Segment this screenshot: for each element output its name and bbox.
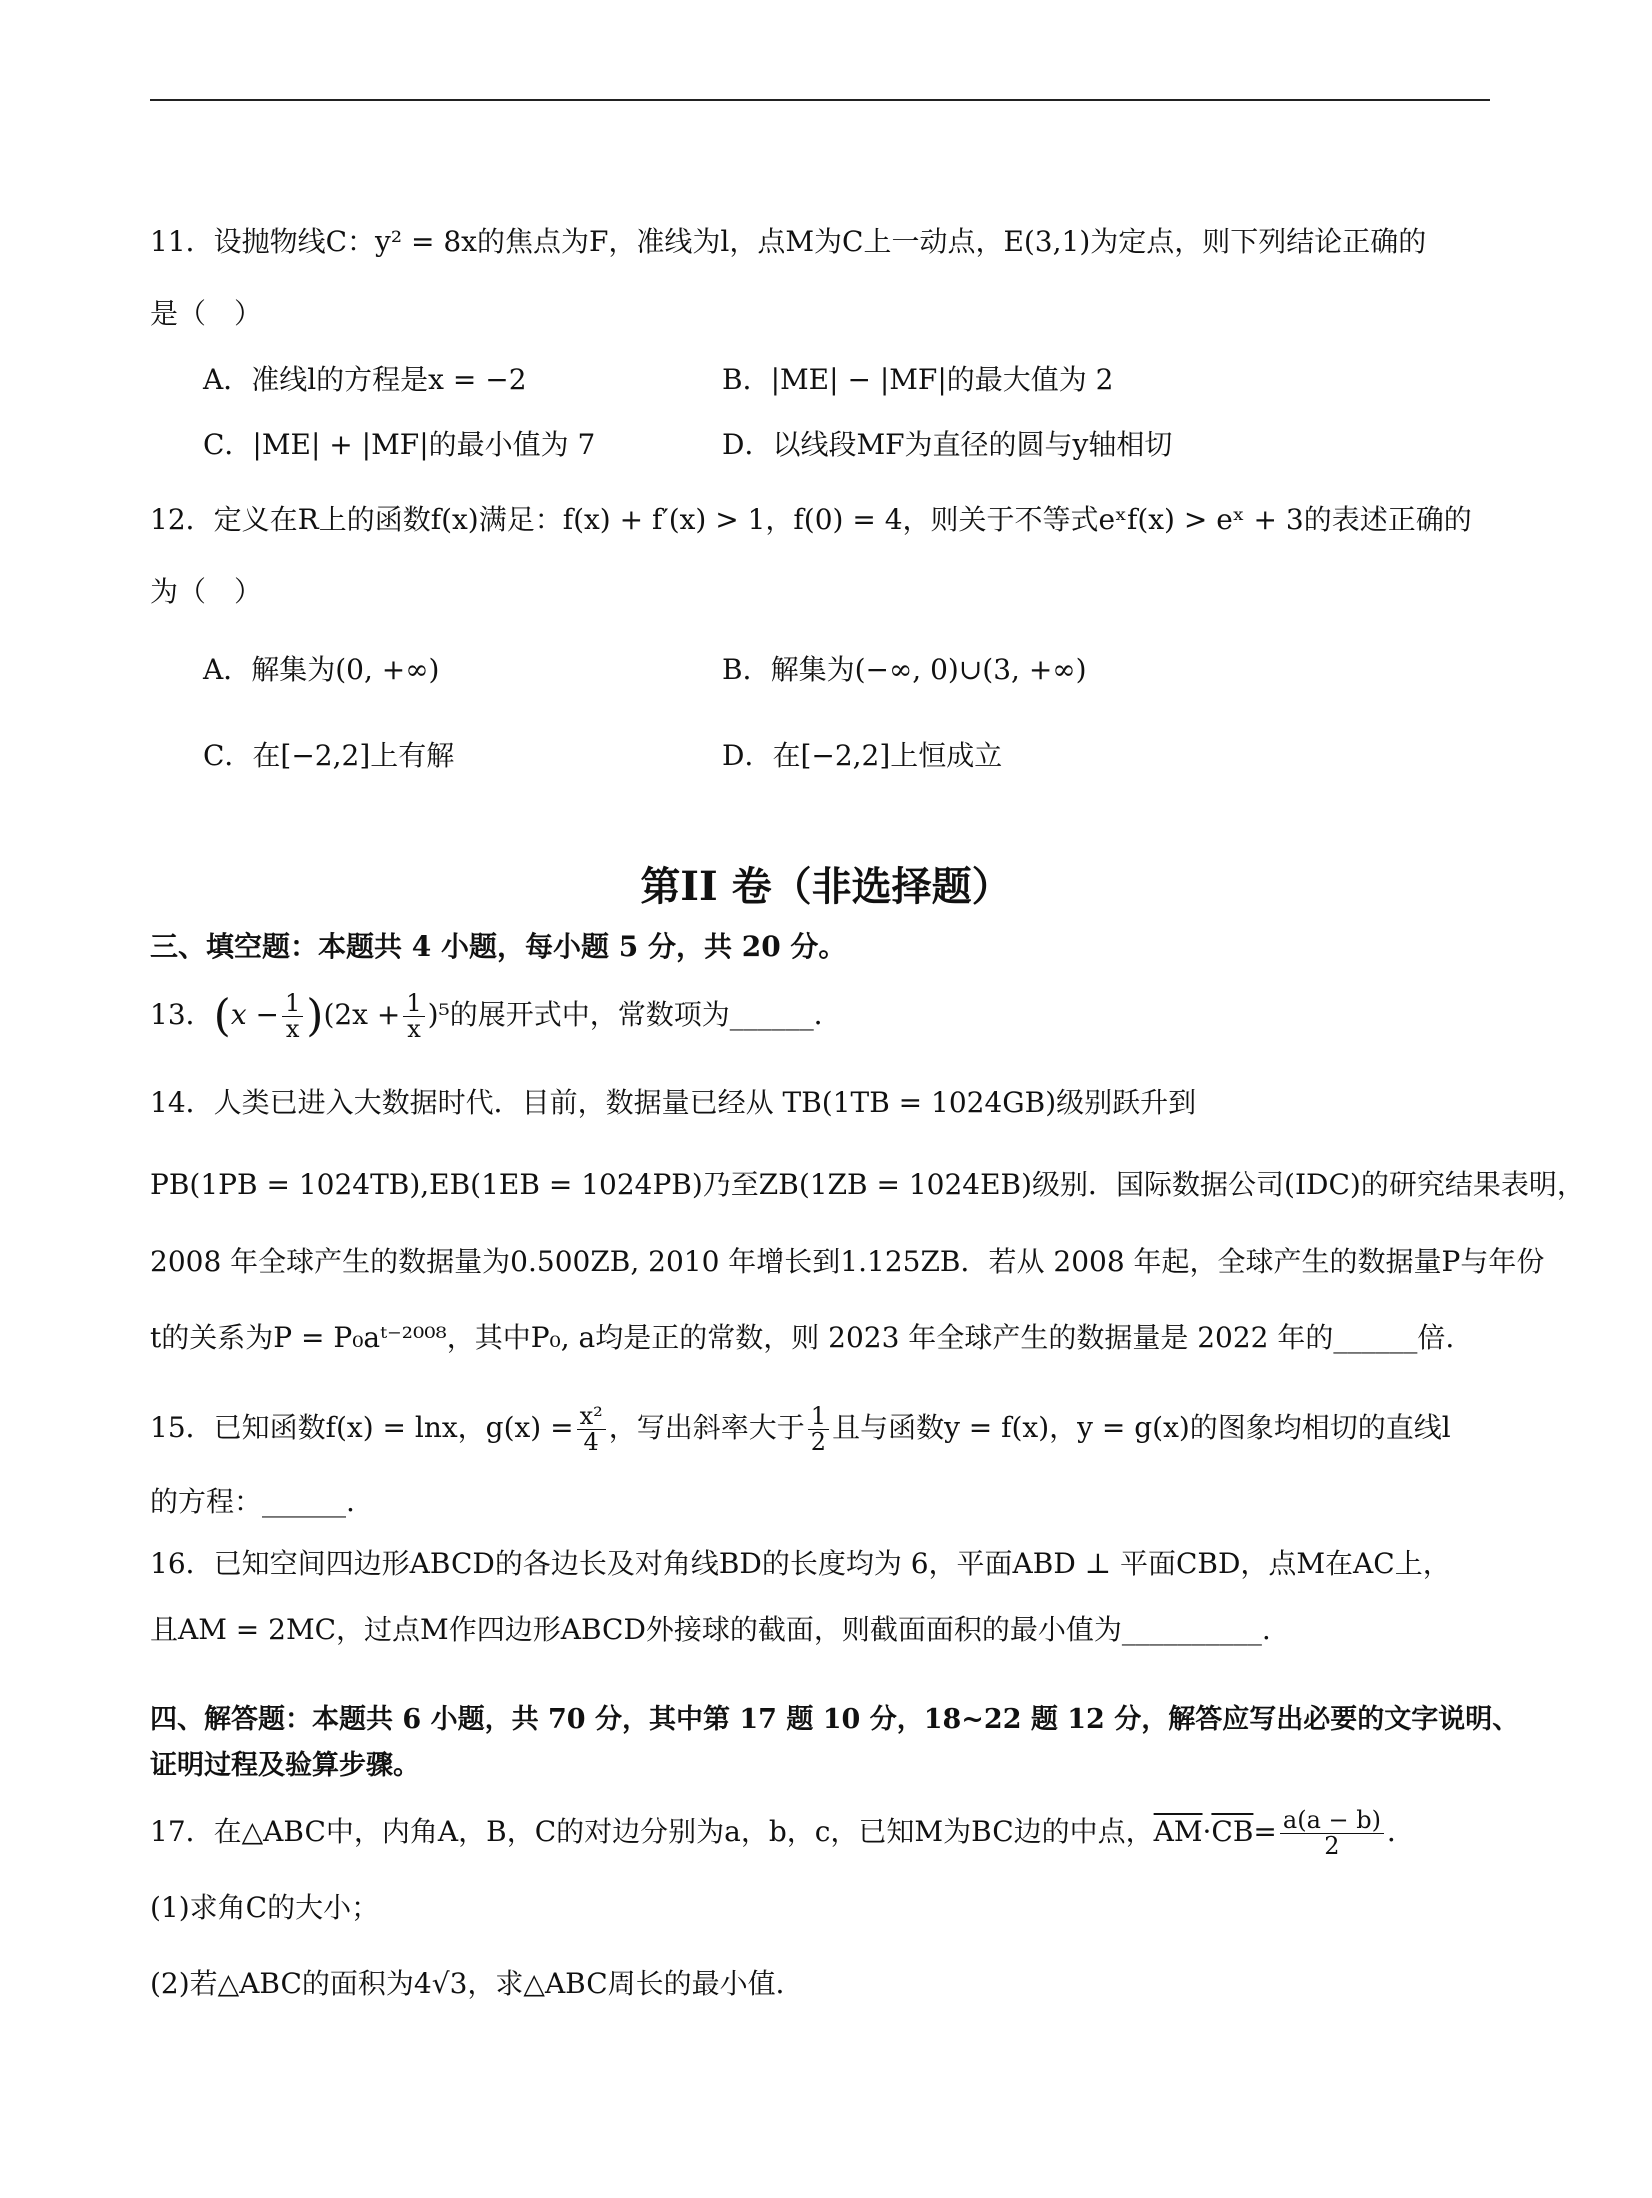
q13-prefix: 13． [150, 998, 214, 1031]
q17-fraction [1280, 1805, 1384, 1860]
q13-suffix: )⁵的展开式中，常数项为______． [427, 998, 842, 1031]
q11-option-a: A．准线l的方程是x = −2 [203, 363, 527, 396]
q17-vector-cb: $\overline{CB}$ [1211, 1815, 1254, 1848]
q12-option-d: D．在[−2,2]上恒成立 [722, 739, 1003, 772]
q14-line3: 2008 年全球产生的数据量为0.500ZB, 2010 年增长到1.125ZB．若从 2008 年起，全球产生的数据量P与年份 [150, 1245, 1545, 1278]
q15-line1 [150, 1398, 1451, 1458]
q11-option-c: C．|ME| + |MF|的最小值为 7 [203, 428, 596, 461]
q15-g-fraction [577, 1401, 606, 1456]
q13-fraction-2 [403, 988, 424, 1043]
q13-frac1-num: 1 [282, 991, 303, 1017]
q17-vector-am: $\overline{AM}$ [1153, 1815, 1203, 1848]
q15-half-den: 2 [810, 1428, 827, 1456]
q17-sub1: (1)求角C的大小； [150, 1891, 380, 1924]
q11-stem-line2: 是（ ） [150, 297, 263, 330]
q15-part2: ，写出斜率大于 [608, 1411, 805, 1444]
q12-stem-line1: 12．定义在R上的函数f(x)满足：f(x) + f′(x) > 1，f(0) = 4，则关于不等式eˣf(x) > eˣ + 3的表述正确的 [150, 503, 1472, 536]
q13-fraction-1 [282, 988, 303, 1043]
q15-line2: 的方程：______. [150, 1485, 355, 1518]
q11-option-b: B．|ME| − |MF|的最大值为 2 [722, 363, 1114, 396]
q13-x: x [230, 998, 247, 1031]
q13-frac2-num: 1 [403, 991, 424, 1017]
q17-part1: 17．在△ABC中，内角A，B，C的对边分别为a，b，c，已知M为BC边的中点， [150, 1815, 1154, 1848]
q14-line1: 14．人类已进入大数据时代．目前，数据量已经从 TB(1TB = 1024GB)级别跃升到 [150, 1086, 1197, 1119]
q13-mid: (2x + [323, 998, 401, 1031]
section3-heading: 三、填空题：本题共 4 小题，每小题 5 分，共 20 分。 [150, 930, 847, 963]
q17-frac-den: 2 [1324, 1832, 1340, 1860]
q13-frac2-den: x [407, 1015, 421, 1043]
q17-dot: · [1202, 1815, 1212, 1848]
q16-line1: 16．已知空间四边形ABCD的各边长及对角线BD的长度均为 6，平面ABD ⊥ 平面CBD，点M在AC上， [150, 1547, 1451, 1580]
q13-open-paren: ( [213, 990, 231, 1042]
q17-frac-num: a(a − b) [1280, 1808, 1384, 1834]
q17-eq: = [1253, 1815, 1277, 1848]
part2-title: 第II 卷（非选择题） [640, 863, 1012, 910]
header-rule [150, 99, 1490, 101]
q17-stem [150, 1800, 1415, 1864]
q12-stem-line2: 为（ ） [150, 575, 263, 608]
section4-heading-line1: 四、解答题：本题共 6 小题，共 70 分，其中第 17 题 10 分，18~22 题 12 分，解答应写出必要的文字说明、 [150, 1704, 1520, 1735]
q12-option-c: C．在[−2,2]上有解 [203, 739, 455, 772]
q15-half-fraction [808, 1401, 829, 1456]
q15-part1: 15．已知函数f(x) = lnx，g(x) = [150, 1411, 574, 1444]
q13-close-paren: ) [306, 990, 324, 1042]
q11-stem-line1: 11．设抛物线C：y² = 8x的焦点为F，准线为l，点M为C上一动点，E(3,1)为定点，则下列结论正确的 [150, 225, 1427, 258]
q11-option-d: D．以线段MF为直径的圆与y轴相切 [722, 428, 1173, 461]
q15-g-den: 4 [583, 1428, 599, 1456]
q17-end: ． [1386, 1815, 1415, 1848]
section4-heading-line2: 证明过程及验算步骤。 [150, 1750, 420, 1781]
q12-option-a: A．解集为(0, +∞) [203, 653, 440, 686]
q15-part3: 且与函数y = f(x)，y = g(x)的图象均相切的直线l [832, 1411, 1451, 1444]
q13-frac1-den: x [285, 1015, 300, 1043]
q12-option-b: B．解集为(−∞, 0)∪(3, +∞) [722, 653, 1087, 686]
q15-half-num: 1 [808, 1404, 829, 1430]
q13-stem: 13．(x − $\frac{1}{x}$ )(2x + $\frac{1}{x}$ )⁵的展开式中，常数项为______． [150, 988, 842, 1043]
q17-sub2: (2)若△ABC的面积为4√3，求△ABC周长的最小值． [150, 1967, 804, 2000]
q14-line4: t的关系为P = P₀aᵗ⁻²⁰⁰⁸，其中P₀, a均是正的常数，则 2023 年全球产生的数据量是 2022 年的______倍. [150, 1321, 1455, 1354]
q16-line2: 且AM = 2MC，过点M作四边形ABCD外接球的截面，则截面面积的最小值为__________. [150, 1613, 1271, 1646]
q15-g-num: x² [577, 1404, 606, 1430]
q14-line2: PB(1PB = 1024TB),EB(1EB = 1024PB)乃至ZB(1ZB = 1024EB)级别．国际数据公司(IDC)的研究结果表明， [150, 1168, 1585, 1201]
